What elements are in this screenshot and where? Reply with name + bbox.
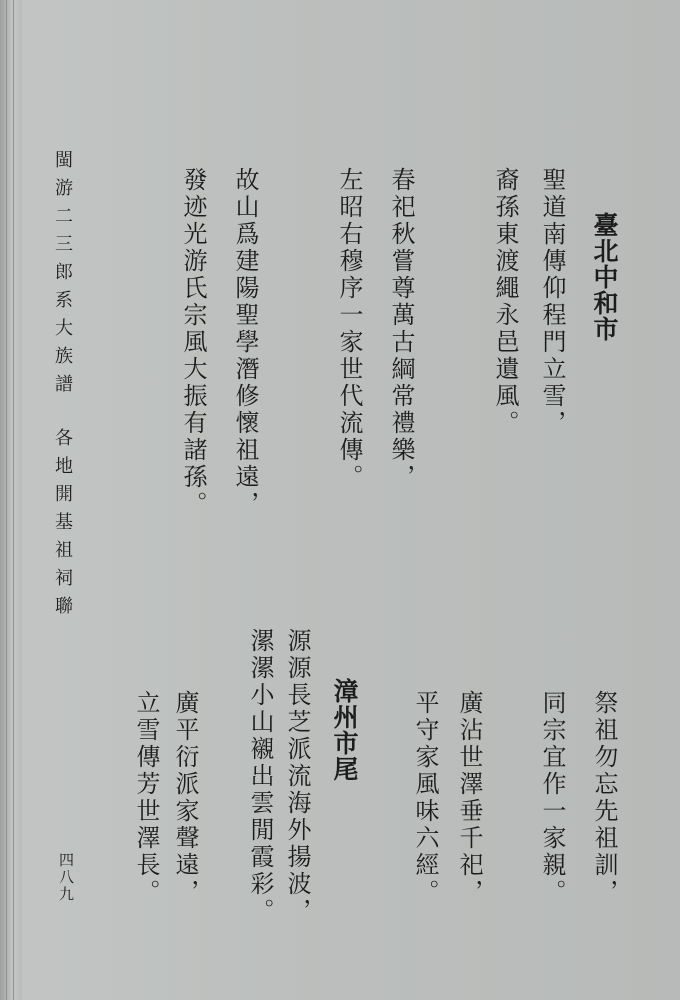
section-heading-taipei: 臺北中和市 bbox=[590, 212, 619, 342]
couplet-line: 立雪傳芳世澤長。 bbox=[132, 690, 160, 906]
couplet-line: 聖道南傳仰程門立雪， bbox=[538, 167, 566, 437]
page-number: 四八九 bbox=[57, 852, 75, 903]
couplet-line: 漯漯小山襯出雲閒霞彩。 bbox=[246, 628, 274, 925]
couplet-line: 同宗宜作一家親。 bbox=[538, 690, 566, 906]
section-heading-zhangzhou: 漳州市尾 bbox=[330, 678, 359, 782]
section-title: 各地開基祖祠聯 bbox=[52, 428, 73, 624]
couplet-line: 左昭右穆序一家世代流傳。 bbox=[335, 167, 363, 491]
couplet-line: 裔孫東渡繩永邑遺風。 bbox=[491, 167, 519, 437]
couplet-line: 平守家風味六經。 bbox=[411, 690, 439, 906]
couplet-line: 發迹光游氏宗風大振有諸孫。 bbox=[179, 167, 207, 518]
couplet-line: 春祀秋嘗尊萬古綱常禮樂， bbox=[387, 167, 415, 491]
couplet-line: 祭祖勿忘先祖訓， bbox=[590, 690, 618, 906]
couplet-line: 廣平衍派家聲遠， bbox=[171, 690, 199, 906]
couplet-line: 源源長芝派流海外揚波， bbox=[283, 628, 311, 925]
couplet-line: 故山爲建陽聖學潛修懷祖遠， bbox=[231, 167, 259, 518]
book-binding bbox=[0, 0, 22, 1000]
couplet-line: 廣沾世澤垂千祀， bbox=[455, 690, 483, 906]
running-title: 閩游二三郎系大族譜 bbox=[52, 150, 73, 402]
